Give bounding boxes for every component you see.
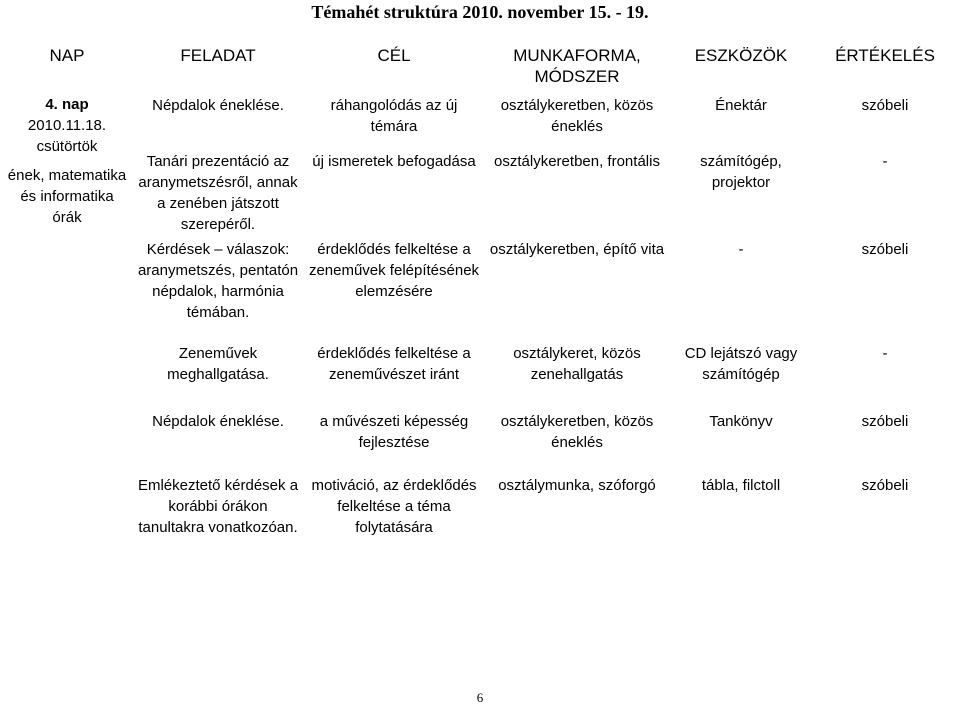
cell-munkaforma: osztálymunka, szóforgó — [498, 477, 656, 494]
cell-feladat: Tanári prezentáció az aranymetszésről, annak a zenében játszott szerepéről. — [138, 153, 298, 233]
cell-eszkozok: számítógép, projektor — [700, 153, 782, 191]
table-row — [2, 342, 958, 410]
cell-feladat: Emlékeztető kérdések a korábbi órákon tanultakra vonatkozóan. — [137, 477, 299, 536]
cell-feladat: Kérdések – válaszok: aranymetszés, pentatón népdalok, harmónia témában. — [137, 241, 299, 321]
cell-nap-empty — [2, 410, 132, 474]
table-row — [2, 410, 958, 474]
header-feladat: FELADAT — [180, 46, 256, 65]
table-row — [2, 150, 958, 238]
cell-cel: új ismeretek befogadása — [312, 153, 476, 170]
cell-feladat: Népdalok éneklése. — [152, 413, 284, 430]
day-cell — [2, 94, 132, 342]
cell-munkaforma: osztálykeretben, frontális — [494, 153, 660, 170]
page-number: 6 — [476, 690, 484, 705]
day-weekday: csütörtök — [36, 138, 98, 155]
cell-ertekeles: szóbeli — [861, 413, 909, 430]
cell-munkaforma: osztálykeret, közös zenehallgatás — [513, 345, 641, 383]
day-subjects: ének, matematika és informatika órák — [7, 167, 127, 226]
cell-cel: érdeklődés felkeltése a zeneművészet iránt — [317, 345, 471, 383]
cell-cel: motiváció, az érdeklődés felkeltése a téma folytatására — [311, 477, 477, 536]
day-name: 4. nap — [45, 96, 89, 113]
table-row — [2, 238, 958, 342]
cell-munkaforma: osztálykeretben, építő vita — [489, 241, 665, 258]
cell-nap-empty — [2, 474, 132, 566]
cell-cel: a művészeti képesség fejlesztése — [319, 413, 469, 451]
cell-munkaforma: osztálykeretben, közös éneklés — [500, 97, 654, 135]
table-row — [2, 474, 958, 566]
cell-ertekeles: - — [882, 153, 888, 170]
header-cel: CÉL — [377, 46, 411, 65]
cell-feladat: Népdalok éneklése. — [152, 97, 284, 114]
cell-eszkozok: Tankönyv — [709, 413, 773, 430]
table-row — [2, 94, 958, 150]
cell-eszkozok: Énektár — [715, 97, 767, 114]
header-ertekeles: ÉRTÉKELÉS — [835, 46, 935, 65]
header-nap: NAP — [49, 46, 85, 65]
page-title: Témahét struktúra 2010. november 15. - 19. — [311, 2, 649, 22]
header-munkaforma: MUNKAFORMA, MÓDSZER — [513, 46, 641, 86]
cell-cel: érdeklődés felkeltése a zeneművek felépítésének elemzésére — [308, 241, 480, 300]
cell-nap-empty — [2, 342, 132, 410]
cell-eszkozok: - — [738, 241, 744, 258]
cell-eszkozok: CD lejátszó vagy számítógép — [684, 345, 798, 383]
cell-eszkozok: tábla, filctoll — [701, 477, 781, 494]
header-eszkozok: ESZKÖZÖK — [694, 46, 788, 65]
cell-ertekeles: szóbeli — [861, 477, 909, 494]
header-row — [2, 44, 958, 94]
cell-ertekeles: - — [882, 345, 888, 362]
cell-ertekeles: szóbeli — [861, 97, 909, 114]
cell-ertekeles: szóbeli — [861, 241, 909, 258]
cell-munkaforma: osztálykeretben, közös éneklés — [500, 413, 654, 451]
day-date: 2010.11.18. — [27, 117, 107, 134]
lesson-plan-table — [2, 44, 958, 566]
cell-cel: ráhangolódás az új témára — [330, 97, 458, 135]
cell-feladat: Zeneművek meghallgatása. — [167, 345, 269, 383]
